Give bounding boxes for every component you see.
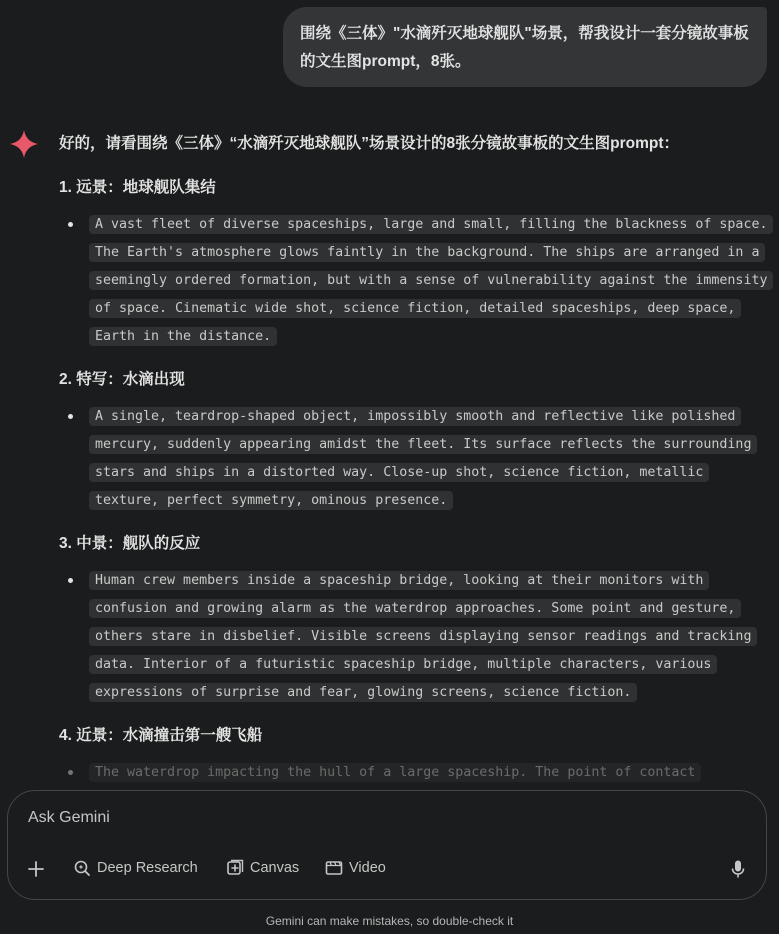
bullet-3 (68, 578, 73, 583)
section-heading-1: 1. 远景：地球舰队集结 (59, 179, 216, 196)
prompt-1 (89, 211, 769, 351)
canvas-button[interactable] (226, 859, 299, 877)
response-intro: 好的，请看围绕《三体》“水滴歼灭地球舰队”场景设计的8张分镜故事板的文生图prompt： (59, 135, 680, 152)
gemini-sparkle-icon (9, 129, 39, 159)
video-label: Video (349, 860, 386, 876)
bullet-1 (68, 222, 73, 227)
prompt-code-4[interactable]: The waterdrop impacting the hull of a large spaceship. The point of contact (89, 763, 701, 782)
plus-icon (26, 859, 46, 879)
user-message-text: 围绕《三体》"水滴歼灭地球舰队"场景，帮我设计一套分镜故事板的文生图prompt，8张。 (300, 25, 749, 70)
faded-content (0, 755, 779, 795)
add-button[interactable] (26, 859, 46, 879)
bullet-2 (68, 414, 73, 419)
chat-input-box[interactable] (7, 790, 767, 900)
prompt-3 (89, 567, 769, 707)
deep-research-button[interactable] (73, 859, 198, 877)
deep-research-label: Deep Research (97, 860, 198, 876)
section-heading-2: 2. 特写：水滴出现 (59, 371, 185, 388)
chat-input-placeholder[interactable]: Ask Gemini (28, 809, 110, 826)
prompt-code-1[interactable]: A vast fleet of diverse spaceships, large and small, filling the blackness of space. The Earth's atmosphere glows faintly in the background. The ships are arranged in a seemingly ordered formation, but with a sense of vulnerability against the immensity of space. Cinematic wide shot, science fiction, detailed spaceships, deep space, Earth in the distance. (89, 215, 773, 346)
section-heading-3: 3. 中景：舰队的反应 (59, 535, 201, 552)
bullet-4 (68, 770, 73, 775)
canvas-label: Canvas (250, 860, 300, 876)
prompt-code-3[interactable]: Human crew members inside a spaceship bridge, looking at their monitors with confusion and growing alarm as the waterdrop approaches. Some point and gesture, others stare in disbelief. Visible screens displaying sensor readings and tracking data. Interior of a futuristic spaceship bridge, multiple characters, various expressions of surprise and fear, glowing screens, science fiction. (89, 571, 757, 702)
video-button[interactable] (325, 859, 386, 877)
prompt-4 (89, 759, 769, 787)
prompt-code-2[interactable]: A single, teardrop-shaped object, impossibly smooth and reflective like polished mercury, suddenly appearing amidst the fleet. Its surface reflects the surrounding stars and ships in a distorted way. Close-up shot, science fiction, metallic texture, perfect symmetry, ominous presence. (89, 407, 757, 510)
video-icon (325, 859, 343, 877)
disclaimer-text: Gemini can make mistakes, so double-check it (265, 914, 514, 928)
prompt-2 (89, 403, 769, 515)
section-heading-4: 4. 近景：水滴撞击第一艘飞船 (59, 727, 263, 744)
microphone-button[interactable] (730, 859, 746, 879)
deep-research-icon (73, 859, 91, 877)
microphone-icon (730, 859, 746, 879)
user-message-bubble (283, 7, 767, 87)
canvas-icon (226, 859, 244, 877)
input-toolbar (8, 851, 766, 891)
